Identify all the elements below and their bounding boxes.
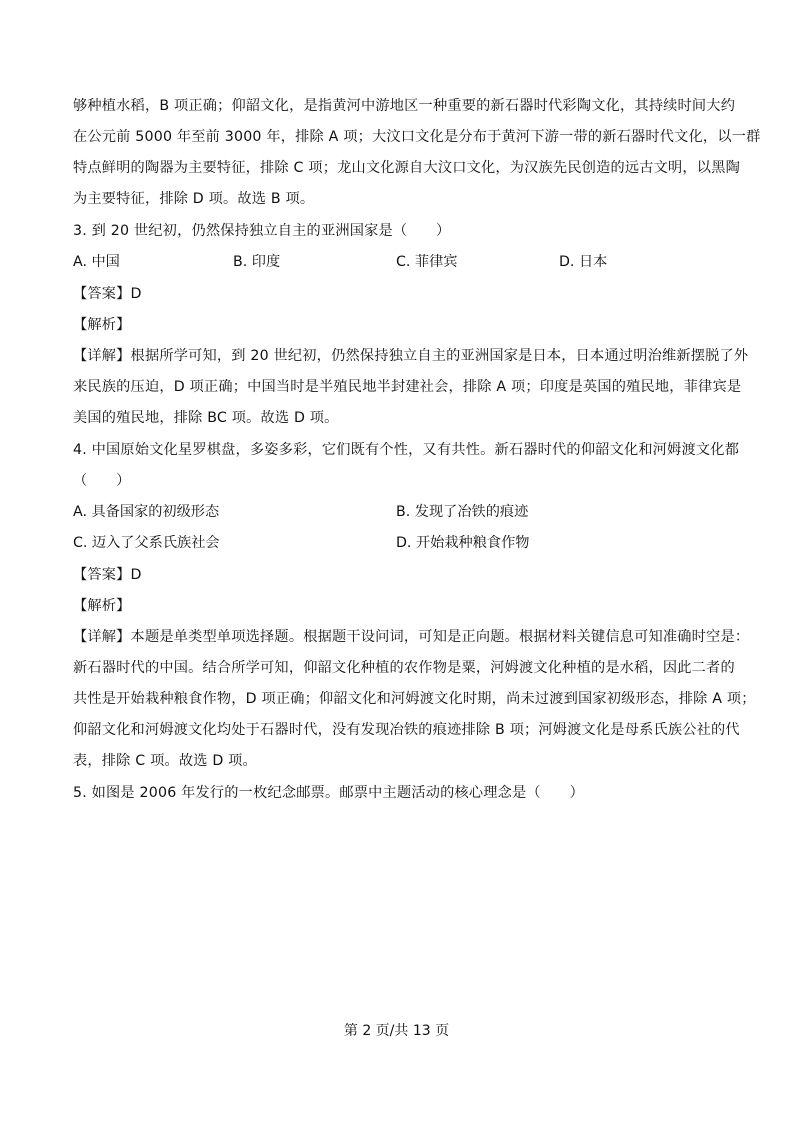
q3-option-a: A. 中国 — [73, 254, 120, 270]
continuation-line-4: 为主要特征，排除 D 项。故选 B 项。 — [73, 191, 315, 207]
q5-stem: 5. 如图是 2006 年发行的一枚纪念邮票。邮票中主题活动的核心理念是（ ） — [73, 785, 584, 801]
q4-option-d: D. 开始栽种粮食作物 — [396, 535, 530, 551]
q4-detail-line-2: 新石器时代的中国。结合所学可知，仰韶文化种植的农作物是粟，河姆渡文化种植的是水稻，因此二者的 — [73, 660, 735, 676]
q3-option-b: B. 印度 — [233, 254, 281, 270]
q4-option-b: B. 发现了冶铁的痕迹 — [396, 504, 529, 520]
q4-analysis-label: 【解析】 — [73, 598, 131, 614]
page-footer: 第 2 页/共 13 页 — [343, 1023, 450, 1039]
q3-option-d: D. 日本 — [559, 254, 608, 270]
q4-stem-line-1: 4. 中国原始文化星罗棋盘，多姿多彩，它们既有个性，又有共性。新石器时代的仰韶文化和河姆渡文化都 — [73, 442, 740, 458]
q4-option-c: C. 迈入了父系氏族社会 — [73, 535, 220, 551]
q3-option-c: C. 菲律宾 — [396, 254, 458, 270]
q3-analysis-label: 【解析】 — [73, 317, 131, 333]
q4-stem-line-2: （ ） — [73, 473, 131, 489]
q4-detail-line-4: 仰韶文化和河姆渡文化均处于石器时代，没有发现冶铁的痕迹排除 B 项；河姆渡文化是母系氏族公社的代 — [73, 722, 740, 738]
continuation-line-2: 在公元前 5000 年至前 3000 年，排除 A 项；大汶口文化是分布于黄河下游一带的新石器时代文化，以一群 — [73, 129, 761, 145]
q4-option-a: A. 具备国家的初级形态 — [73, 504, 220, 520]
q3-stem: 3. 到 20 世纪初，仍然保持独立自主的亚洲国家是（ ） — [73, 223, 451, 239]
q3-answer: 【答案】D — [73, 286, 142, 302]
q3-detail-line-3: 美国的殖民地，排除 BC 项。故选 D 项。 — [73, 410, 339, 426]
q4-detail-line-5: 表，排除 C 项。故选 D 项。 — [73, 753, 257, 769]
continuation-line-3: 特点鲜明的陶器为主要特征，排除 C 项；龙山文化源自大汶口文化，为汉族先民创造的远古文明，以黑陶 — [73, 160, 740, 176]
q3-detail-line-1: 【详解】根据所学可知，到 20 世纪初，仍然保持独立自主的亚洲国家是日本，日本通过明治维新摆脱了外 — [73, 348, 749, 364]
continuation-line-1: 够种植水稻，B 项正确；仰韶文化，是指黄河中游地区一种重要的新石器时代彩陶文化，其持续时间大约 — [73, 98, 736, 114]
q4-detail-line-1: 【详解】本题是单类型单项选择题。根据题干设问词，可知是正向题。根据材料关键信息可知准确时空是： — [73, 629, 750, 645]
q4-answer: 【答案】D — [73, 567, 142, 583]
q4-detail-line-3: 共性是开始栽种粮食作物，D 项正确；仰韶文化和河姆渡文化时期，尚未过渡到国家初级形态，排除 A 项； — [73, 691, 756, 707]
q3-detail-line-2: 来民族的压迫，D 项正确；中国当时是半殖民地半封建社会，排除 A 项；印度是英国的殖民地，菲律宾是 — [73, 379, 742, 395]
